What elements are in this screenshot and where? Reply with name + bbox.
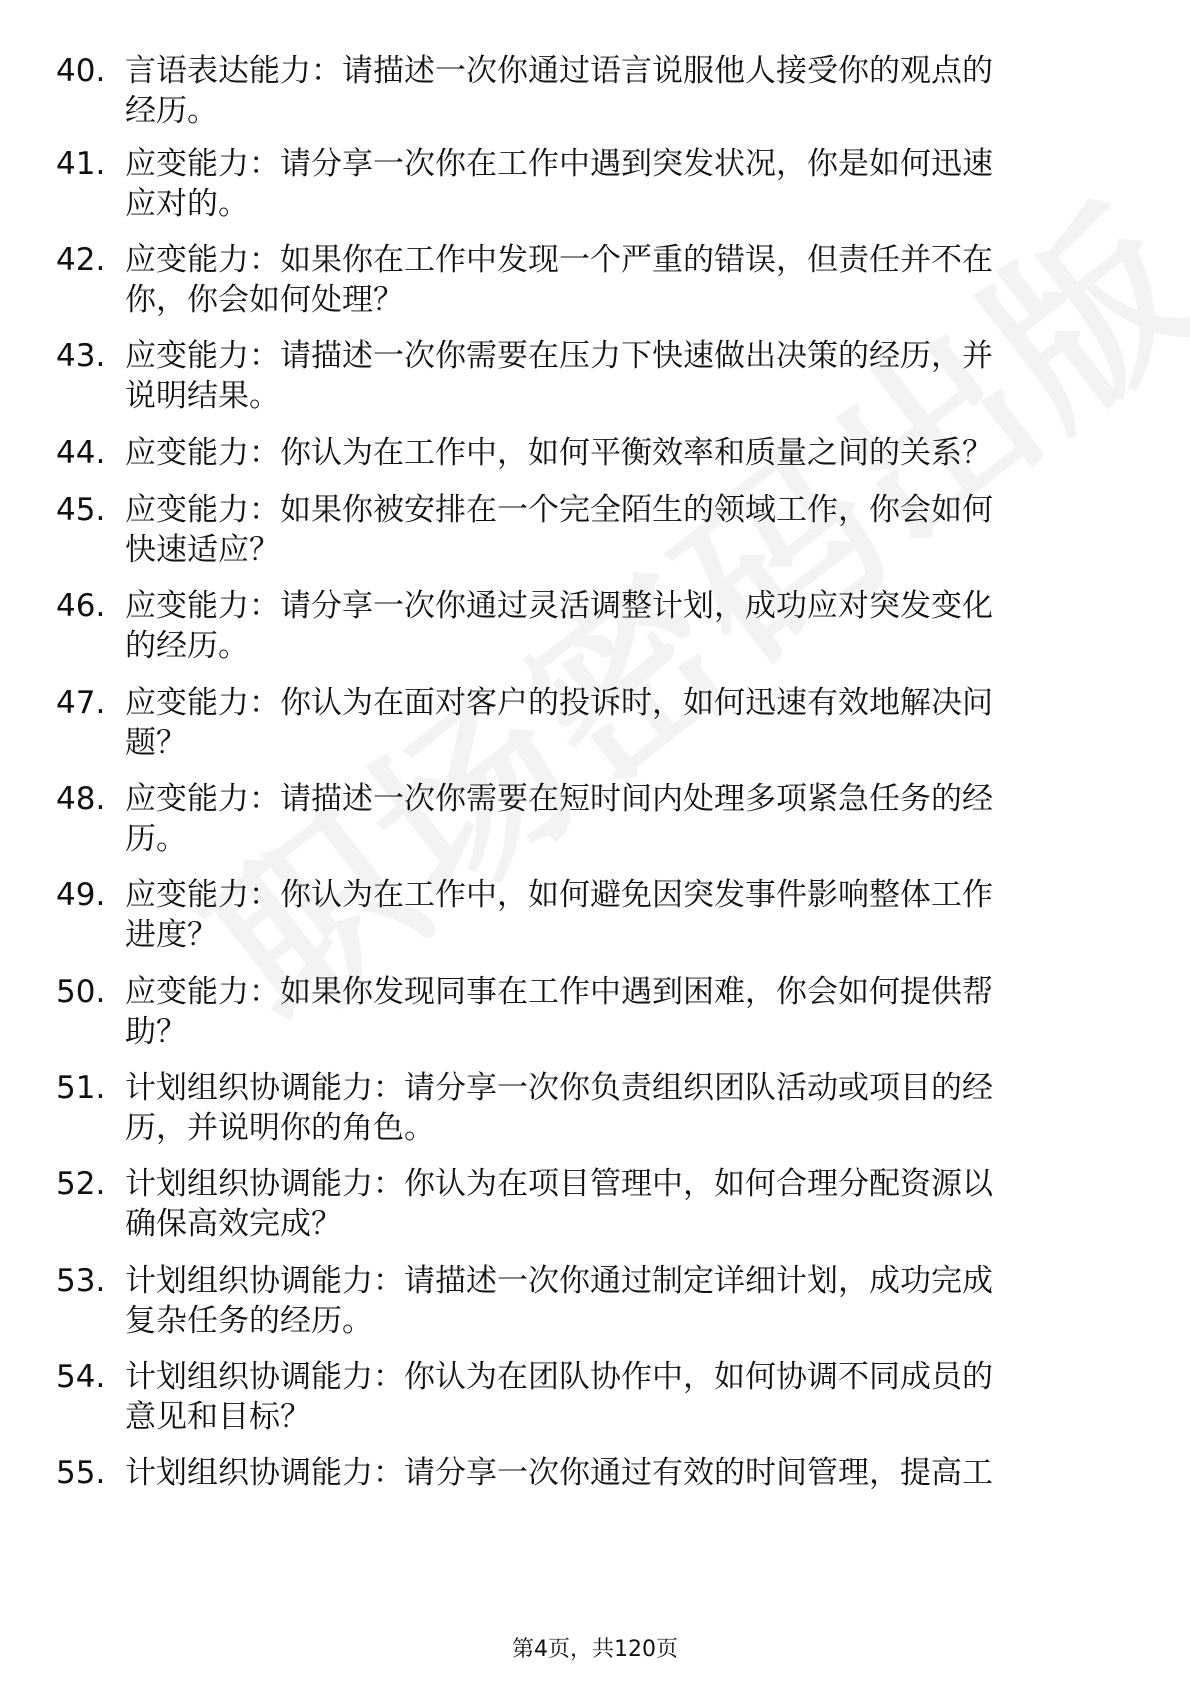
question-text-continued: 说明结果。 (125, 378, 280, 414)
question-text: 计划组织协调能力：你认为在团队协作中，如何协调不同成员的 (125, 1359, 993, 1395)
question-text-continued: 快速适应？ (125, 532, 280, 568)
question-number: 41. (56, 146, 106, 182)
question-number: 53. (56, 1263, 106, 1299)
question-text-continued: 进度？ (125, 917, 218, 953)
question-text: 计划组织协调能力：请分享一次你负责组织团队活动或项目的经 (125, 1070, 993, 1106)
question-number: 44. (56, 435, 106, 471)
question-text-continued: 经历。 (125, 93, 218, 129)
question-text: 应变能力：请描述一次你需要在短时间内处理多项紧急任务的经 (125, 781, 993, 817)
question-number: 43. (56, 338, 106, 374)
question-text: 计划组织协调能力：你认为在项目管理中，如何合理分配资源以 (125, 1166, 993, 1202)
question-number: 40. (56, 53, 106, 89)
question-text-continued: 你，你会如何处理？ (125, 282, 404, 318)
question-number: 54. (56, 1359, 106, 1395)
question-text-continued: 的经历。 (125, 628, 249, 664)
question-text-continued: 助？ (125, 1014, 187, 1050)
question-number: 52. (56, 1166, 106, 1202)
question-number: 55. (56, 1455, 106, 1491)
question-number: 46. (56, 588, 106, 624)
question-number: 45. (56, 492, 106, 528)
question-text-continued: 意见和目标？ (125, 1399, 311, 1435)
question-text: 应变能力：请分享一次你在工作中遇到突发状况，你是如何迅速 (125, 146, 993, 182)
question-number: 50. (56, 974, 106, 1010)
page-number-footer: 第4页，共120页 (512, 1637, 678, 1662)
question-text-continued: 应对的。 (125, 186, 249, 222)
question-text: 计划组织协调能力：请分享一次你通过有效的时间管理，提高工 (125, 1455, 993, 1491)
question-text: 应变能力：你认为在工作中，如何避免因突发事件影响整体工作 (125, 877, 993, 913)
question-number: 49. (56, 877, 106, 913)
question-text: 言语表达能力：请描述一次你通过语言说服他人接受你的观点的 (125, 53, 993, 89)
question-number: 47. (56, 685, 106, 721)
question-text: 应变能力：请描述一次你需要在压力下快速做出决策的经历，并 (125, 338, 993, 374)
question-text: 应变能力：你认为在工作中，如何平衡效率和质量之间的关系？ (125, 435, 993, 471)
question-text: 应变能力：如果你被安排在一个完全陌生的领域工作，你会如何 (125, 492, 993, 528)
question-number: 42. (56, 242, 106, 278)
question-text: 应变能力：你认为在面对客户的投诉时，如何迅速有效地解决问 (125, 685, 993, 721)
question-number: 51. (56, 1070, 106, 1106)
question-text: 计划组织协调能力：请描述一次你通过制定详细计划，成功完成 (125, 1263, 993, 1299)
question-text-continued: 题？ (125, 725, 187, 761)
question-text: 应变能力：如果你发现同事在工作中遇到困难，你会如何提供帮 (125, 974, 993, 1010)
question-text: 应变能力：请分享一次你通过灵活调整计划，成功应对突发变化 (125, 588, 993, 624)
question-text-continued: 历。 (125, 821, 187, 857)
question-number: 48. (56, 781, 106, 817)
question-text: 应变能力：如果你在工作中发现一个严重的错误，但责任并不在 (125, 242, 993, 278)
question-text-continued: 复杂任务的经历。 (125, 1303, 373, 1339)
question-text-continued: 确保高效完成？ (125, 1206, 342, 1242)
question-text-continued: 历，并说明你的角色。 (125, 1110, 435, 1146)
